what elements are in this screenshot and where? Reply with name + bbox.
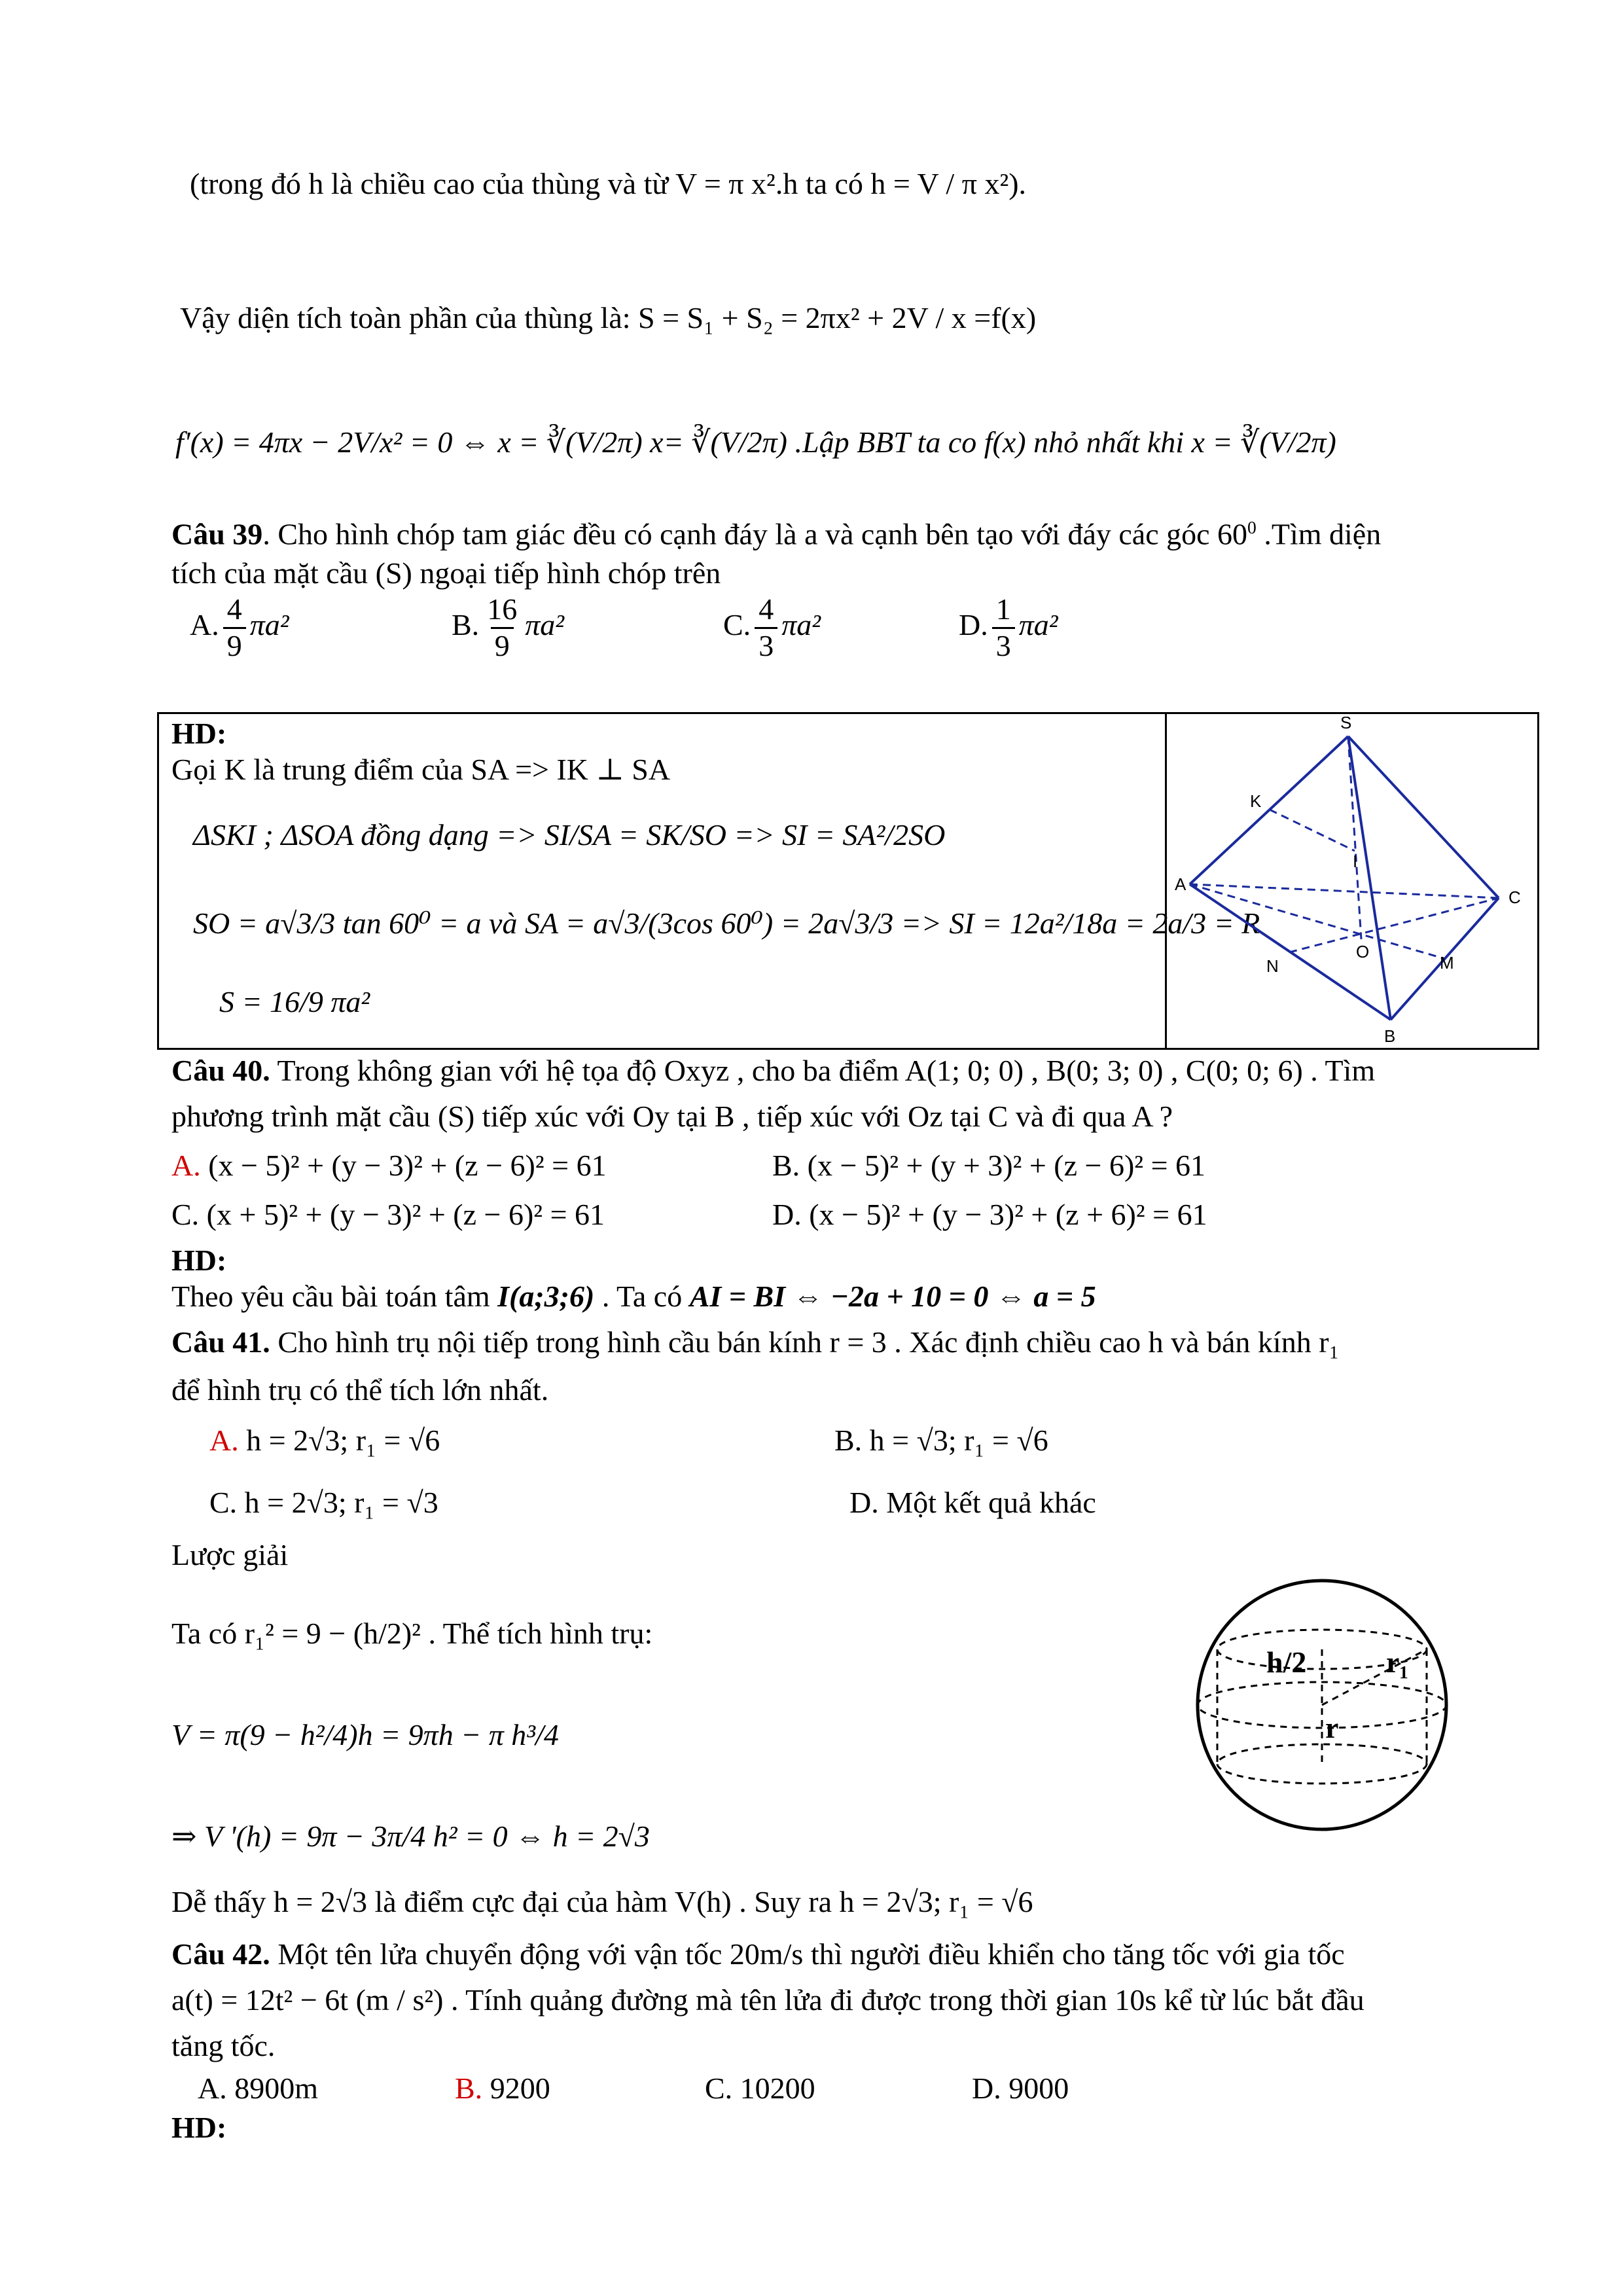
label-a: A — [1175, 874, 1186, 894]
q40-option-b: B. (x − 5)² + (y + 3)² + (z − 6)² = 61 — [772, 1149, 1206, 1182]
radius-line — [1322, 1649, 1427, 1705]
q41-line-1: Câu 41. Cho hình trụ nội tiếp trong hình cầu bán kính r = 3 . Xác định chiều cao h và bán kính r₁ — [171, 1325, 1340, 1359]
pyramid-figure — [1171, 717, 1538, 1047]
q41-solution-2: V = π(9 − h²/4)h = 9πh − π h³/4 — [171, 1718, 559, 1751]
edge-sa — [1190, 736, 1348, 884]
q39-solution-divider — [1165, 712, 1167, 1050]
q42-option-b: B. 9200 — [455, 2072, 550, 2105]
q41-option-d: D. Một kết quả khác — [849, 1486, 1096, 1519]
q40-hd-title: HD: — [171, 1244, 227, 1277]
intro-line-2: Vậy diện tích toàn phần của thùng là: S = S₁ + S₂ = 2πx² + 2V / x =f(x) — [180, 301, 1037, 334]
q41-option-b: B. h = √3; r₁ = √6 — [834, 1424, 1048, 1457]
label-o: O — [1356, 942, 1370, 961]
q39-option-b: B. $\frac{16}{9}$ πa² — [452, 592, 565, 662]
q39-label: Câu 39 — [171, 517, 263, 551]
q42-line-2: a(t) = 12t² − 6t (m / s²) . Tính quảng đường mà tên lửa đi được trong thời gian 10s kể từ lúc bắt đầu — [171, 1983, 1364, 2017]
intro-line-1: (trong đó h là chiều cao của thùng và từ V = π x².h ta có h = V / π x²). — [190, 167, 1027, 200]
q42-option-c: C. 10200 — [705, 2072, 815, 2105]
q40-option-d: D. (x − 5)² + (y − 3)² + (z + 6)² = 61 — [772, 1198, 1207, 1231]
q40-line-2: phương trình mặt cầu (S) tiếp xúc với Oy tại B , tiếp xúc với Oz tại C và đi qua A ? — [171, 1100, 1173, 1133]
q39-hd-line-3: SO = a√3/3 tan 60⁰ = a và SA = a√3/(3cos 60⁰) = 2a√3/3 => SI = 12a²/18a = 2a/3 = R — [193, 906, 1260, 940]
q42-line-3: tăng tốc. — [171, 2029, 276, 2062]
q39-line-2: tích của mặt cầu (S) ngoại tiếp hình chóp trên — [171, 556, 721, 590]
segment-ki — [1270, 810, 1355, 851]
label-m: M — [1440, 953, 1454, 973]
q39-hd-line-2: ΔSKI ; ΔSOA đồng dạng => SI/SA = SK/SO => SI = SA²/2SO — [193, 818, 946, 852]
q41-solution-title: Lược giải — [171, 1538, 289, 1571]
label-k: K — [1250, 791, 1262, 811]
q40-line-1: Câu 40. Trong không gian với hệ tọa độ Oxyz , cho ba điểm A(1; 0; 0) , B(0; 3; 0) , C(0; 0; 6) . Tìm — [171, 1054, 1376, 1087]
edge-sb — [1348, 736, 1391, 1020]
label-n: N — [1266, 956, 1279, 976]
q42-option-d: D. 9000 — [972, 2072, 1069, 2105]
q42-hd-title: HD: — [171, 2111, 227, 2144]
q41-option-a: A. h = 2√3; r₁ = √6 — [209, 1424, 440, 1457]
q41-solution-3: ⇒ V '(h) = 9π − 3π/4 h² = 0 ⇔ h = 2√3 — [171, 1820, 650, 1853]
q41-label: Câu 41. — [171, 1325, 270, 1359]
q41-solution-1: Ta có r₁² = 9 − (h/2)² . Thể tích hình trụ: — [171, 1617, 653, 1650]
q39-line-1: Câu 39. Cho hình chóp tam giác đều có cạnh đáy là a và cạnh bên tạo với đáy các góc $60^0$ .Tìm diện — [171, 517, 1382, 551]
q39-option-a: A. $\frac{4}{9}$ πa² — [190, 592, 289, 662]
q42-line-1: Câu 42. Một tên lửa chuyển động với vận tốc 20m/s thì người điều khiển cho tăng tốc với gia tốc — [171, 1937, 1345, 1971]
q40-hd-line: Theo yêu cầu bài toán tâm I(a;3;6) . Ta có AI = BI ⇔ −2a + 10 = 0 ⇔ a = 5 — [171, 1280, 1096, 1313]
label-r: r — [1325, 1711, 1339, 1744]
edge-ac-hidden — [1190, 884, 1499, 898]
label-h-half: h/2 — [1266, 1645, 1307, 1679]
q39-option-c: C. $\frac{4}{3}$ πa² — [723, 592, 821, 662]
q39-hd-line-1: Gọi K là trung điểm của SA => IK ⊥ SA — [171, 753, 671, 786]
q39-option-d: D. $\frac{1}{3}$ πa² — [959, 592, 1058, 662]
q40-option-a: A. (x − 5)² + (y − 3)² + (z − 6)² = 61 — [171, 1149, 607, 1182]
q40-option-c: C. (x + 5)² + (y − 3)² + (z − 6)² = 61 — [171, 1198, 605, 1231]
label-c: C — [1508, 888, 1521, 907]
label-r1: r₁ — [1386, 1645, 1409, 1679]
q41-option-c: C. h = 2√3; r₁ = √3 — [209, 1486, 438, 1519]
q39-hd-title: HD: — [171, 717, 227, 750]
q41-line-2: để hình trụ có thể tích lớn nhất. — [171, 1373, 549, 1407]
intro-line-3: f'(x) = 4πx − 2V/x² = 0 ⇔ x = ∛(V/2π) x= ∛(V/2π) .Lập BBT ta co f(x) nhỏ nhất khi x = ∛(V/2π) — [175, 425, 1336, 459]
q41-solution-4: Dễ thấy h = 2√3 là điểm cực đại của hàm V(h) . Suy ra h = 2√3; r₁ = √6 — [171, 1885, 1033, 1918]
height-so — [1348, 736, 1361, 939]
q39-hd-line-4: S = 16/9 πa² — [219, 985, 370, 1018]
label-b: B — [1384, 1026, 1396, 1046]
edge-sc — [1348, 736, 1499, 898]
q42-label: Câu 42. — [171, 1937, 270, 1971]
label-s: S — [1340, 717, 1352, 732]
q40-label: Câu 40. — [171, 1054, 270, 1087]
q42-option-a: A. 8900m — [198, 2072, 318, 2105]
label-i: I — [1353, 852, 1358, 871]
sphere-cylinder-figure — [1178, 1574, 1466, 1836]
